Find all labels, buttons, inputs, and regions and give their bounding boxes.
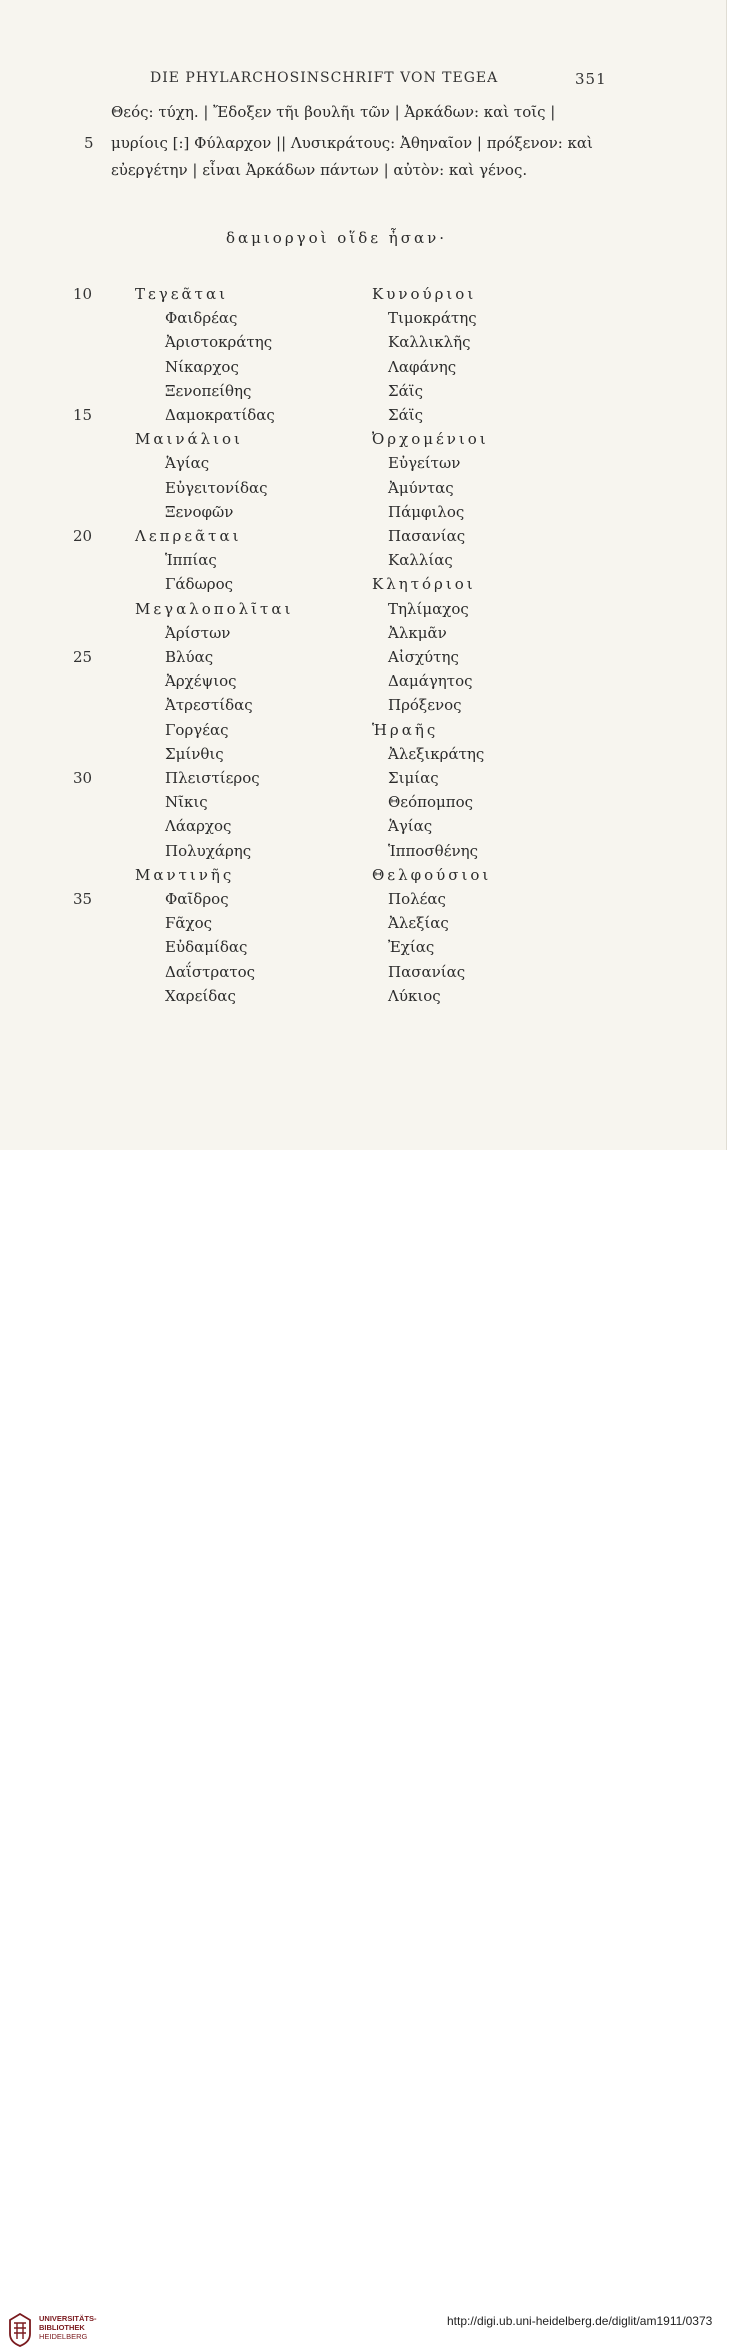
- name-left: Φαῖδρος: [165, 890, 229, 908]
- group-heading-right: Θελφούσιοι: [372, 866, 492, 884]
- library-name-line: UNIVERSITÄTS-: [39, 2314, 97, 2323]
- name-left: Ἁγίας: [165, 454, 210, 472]
- name-right: Ἀμύντας: [388, 479, 454, 497]
- line-number: 25: [73, 648, 93, 666]
- group-heading-left: Μαντινῆς: [135, 866, 235, 884]
- intro-line-1: Θεός: τύχη. | Ἔδοξεν τῆι βουλῆι τῶν | Ἀρκάδων: καὶ τοῖς |: [111, 103, 556, 121]
- name-left: Χαρείδας: [165, 987, 236, 1005]
- name-left: Ϝᾶχος: [165, 914, 213, 932]
- list-heading: δαμιοργοὶ οἵδε ἦσαν·: [226, 229, 448, 247]
- name-right: Ἁγίας: [388, 817, 433, 835]
- name-right: Λαφάνης: [388, 358, 457, 376]
- name-right: Σάϊς: [388, 406, 424, 424]
- name-left: Εὐδαμίδας: [165, 938, 248, 956]
- name-left: Γοργέας: [165, 721, 229, 739]
- name-right: Θεόπομπος: [388, 793, 474, 811]
- page-header: [0, 70, 726, 94]
- library-name-line: BIBLIOTHEK: [39, 2323, 85, 2332]
- name-left: Νίκαρχος: [165, 358, 239, 376]
- name-right: Αἰσχύτης: [388, 648, 459, 666]
- name-left: Ἀρίστων: [165, 624, 231, 642]
- name-left: Εὐγειτονίδας: [165, 479, 268, 497]
- name-left: Φαιδρέας: [165, 309, 238, 327]
- name-right: Ἀλεξίας: [388, 914, 449, 932]
- name-right: Λύκιος: [388, 987, 441, 1005]
- group-heading-left: Μαινάλιοι: [135, 430, 243, 448]
- intro-line-2: μυρίοις [:] Φύλαρχον || Λυσικράτους: Ἀθηναῖον | πρόξενον: καὶ: [111, 134, 593, 152]
- group-heading-right: Κυνούριοι: [372, 285, 477, 303]
- name-right: Πασανίας: [388, 527, 466, 545]
- page-number: 351: [575, 70, 607, 88]
- name-right: Πολέας: [388, 890, 446, 908]
- name-left: Γάδωρος: [165, 575, 234, 593]
- name-left: Λάαρχος: [165, 817, 232, 835]
- library-name: [39, 2314, 97, 2341]
- scanned-page: [0, 0, 727, 1150]
- name-left: Νῖκις: [165, 793, 208, 811]
- name-right: Σάϊς: [388, 382, 424, 400]
- name-right: Καλλίας: [388, 551, 453, 569]
- name-right: Ἀλεξικράτης: [388, 745, 485, 763]
- name-right: Ἱπποσθένης: [388, 842, 478, 860]
- line-number: 20: [73, 527, 93, 545]
- name-right: Τιμοκράτης: [388, 309, 477, 327]
- line-number-5: 5: [84, 134, 94, 152]
- group-heading-left: Μεγαλοπολῖται: [135, 600, 294, 618]
- line-number: 30: [73, 769, 93, 787]
- name-right: Πάμφιλος: [388, 503, 465, 521]
- source-url-link[interactable]: http://digi.ub.uni-heidelberg.de/diglit/am1911/0373: [447, 2314, 713, 2328]
- name-left: Ἀτρεστίδας: [165, 696, 253, 714]
- group-heading-right: Κλητόριοι: [372, 575, 476, 593]
- group-heading-left: Τεγεᾶται: [135, 285, 228, 303]
- intro-line-3: εὐεργέτην | εἶναι Ἀρκάδων πάντων | αὐτὸν: καὶ γένος.: [111, 161, 528, 179]
- name-right: Πρόξενος: [388, 696, 462, 714]
- running-title: DIE PHYLARCHOSINSCHRIFT VON TEGEA: [150, 70, 499, 86]
- name-right: Ἐχίας: [388, 938, 435, 956]
- university-seal-icon: [8, 2313, 32, 2347]
- group-heading-left: Λεπρεᾶται: [135, 527, 242, 545]
- name-right: Δαμάγητος: [388, 672, 473, 690]
- name-right: Καλλικλῆς: [388, 333, 471, 351]
- name-left: Δαΐστρατος: [165, 963, 256, 981]
- name-left: Πολυχάρης: [165, 842, 252, 860]
- line-number: 35: [73, 890, 93, 908]
- group-heading-right: Ἡραῆς: [372, 721, 439, 739]
- name-left: Βλύας: [165, 648, 214, 666]
- name-left: Δαμοκρατίδας: [165, 406, 275, 424]
- name-left: Σμίνθις: [165, 745, 224, 763]
- group-heading-right: Ὀρχομένιοι: [372, 430, 489, 448]
- footer-bar: [0, 1150, 729, 2341]
- name-left: Ἀριστοκράτης: [165, 333, 273, 351]
- name-left: Ἀρχέψιος: [165, 672, 237, 690]
- name-left: Πλειστίερος: [165, 769, 260, 787]
- name-right: Σιμίας: [388, 769, 439, 787]
- line-number: 10: [73, 285, 93, 303]
- name-right: Εὐγείτων: [388, 454, 461, 472]
- name-right: Τηλίμαχος: [388, 600, 469, 618]
- library-name-line: HEIDELBERG: [39, 2332, 88, 2341]
- name-right: Ἀλκμᾶν: [388, 624, 447, 642]
- name-left: Ξενοπείθης: [165, 382, 252, 400]
- line-number: 15: [73, 406, 93, 424]
- name-left: Ξενοφῶν: [165, 503, 234, 521]
- name-left: Ἱππίας: [165, 551, 217, 569]
- name-right: Πασανίας: [388, 963, 466, 981]
